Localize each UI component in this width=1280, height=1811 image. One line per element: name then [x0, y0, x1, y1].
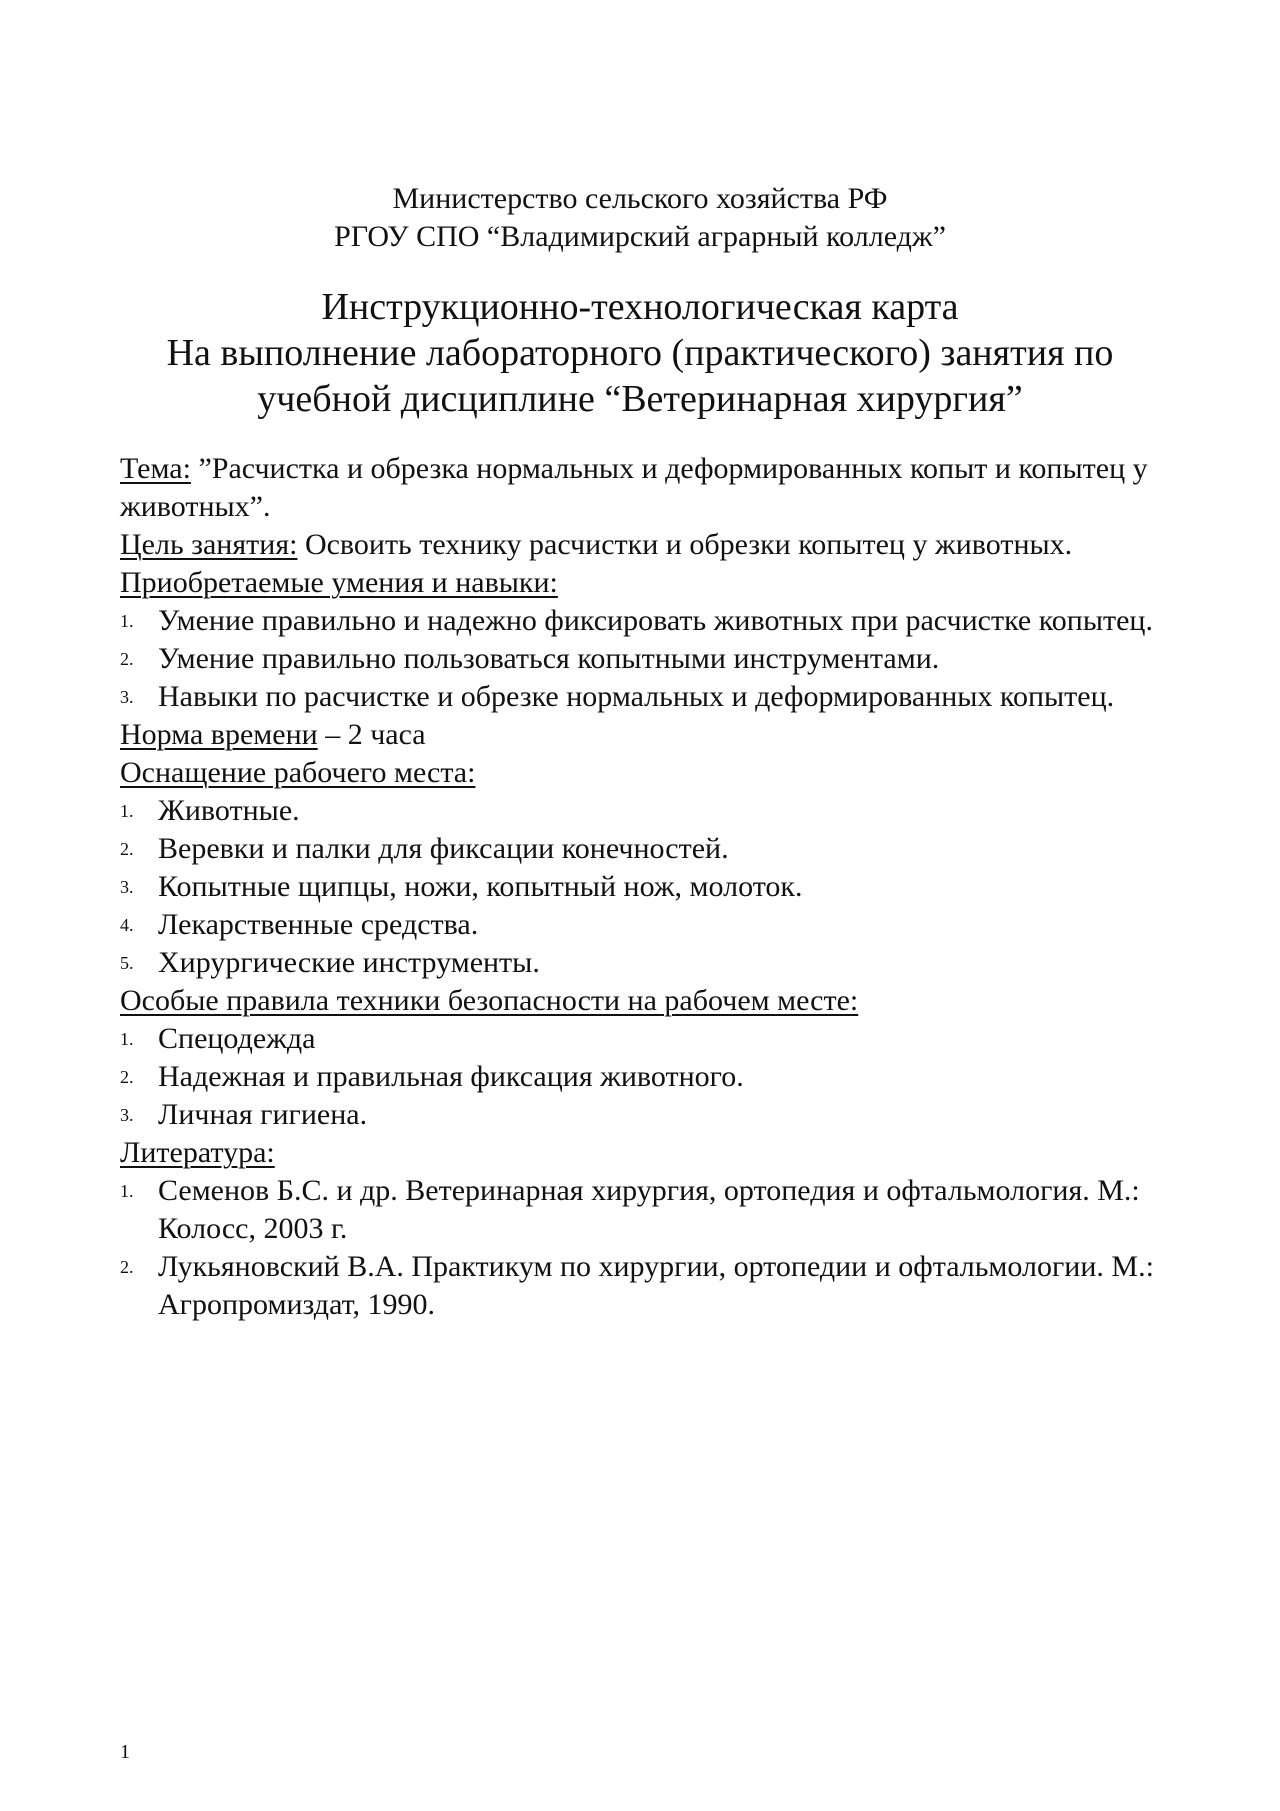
list-text: Спецодежда [158, 1022, 316, 1055]
list-number: 5. [120, 953, 134, 973]
goal-label: Цель занятия: [120, 528, 298, 561]
header [0, 180, 1280, 256]
list-number: 2. [120, 1067, 134, 1087]
title-line-3: учебной дисциплине “Ветеринарная хирургия” [257, 378, 1023, 420]
list-text: Надежная и правильная фиксация животного. [158, 1060, 744, 1093]
goal-text: Освоить технику расчистки и обрезки копытец у животных. [297, 528, 1073, 561]
goal-paragraph [120, 526, 1220, 564]
ministry-line: Министерство сельского хозяйства РФ [392, 182, 888, 215]
title-line-2: На выполнение лабораторного (практического) занятия по [166, 332, 1114, 374]
list-text: Веревки и палки для фиксации конечностей. [158, 832, 729, 865]
list-text: Копытные щипцы, ножи, копытный нож, молоток. [158, 870, 803, 903]
list-item [120, 1096, 1220, 1134]
list-number: 4. [120, 915, 134, 935]
time-norm-label: Норма времени [120, 718, 318, 751]
list-text: Умение правильно пользоваться копытными инструментами. [158, 642, 940, 675]
skills-label: Приобретаемые умения и навыки: [120, 566, 558, 599]
title-line-1: Инструкционно-технологическая карта [321, 286, 959, 328]
list-text: Умение правильно и надежно фиксировать животных при расчистке копытец. [158, 604, 1153, 637]
list-number: 2. [120, 649, 134, 669]
topic-paragraph [120, 450, 1220, 526]
document-body [120, 450, 1220, 1324]
list-text: Лукьяновский В.А. Практикум по хирургии, ортопедии и офтальмологии. М.: Агропромиздат, 1990. [158, 1250, 1154, 1321]
topic-label: Тема: [120, 452, 191, 485]
skills-list [120, 602, 1220, 716]
list-item [120, 792, 1220, 830]
safety-label: Особые правила техники безопасности на рабочем месте: [120, 984, 859, 1017]
literature-heading [120, 1134, 1220, 1172]
list-item [120, 944, 1220, 982]
list-item [120, 640, 1220, 678]
skills-heading [120, 564, 1220, 602]
list-number: 1. [120, 1029, 134, 1049]
list-item [120, 868, 1220, 906]
list-item [120, 602, 1220, 640]
time-norm-paragraph [120, 716, 1220, 754]
list-number: 2. [120, 839, 134, 859]
list-number: 1. [120, 611, 134, 631]
list-text: Хирургические инструменты. [158, 946, 540, 979]
list-text: Личная гигиена. [158, 1098, 368, 1131]
topic-text: ”Расчистка и обрезка нормальных и деформированных копыт и копытец у животных”. [120, 452, 1148, 523]
equipment-list [120, 792, 1220, 982]
document-title [100, 284, 1180, 422]
page-number: 1 [120, 1741, 130, 1763]
college-line: РГОУ СПО “Владимирский аграрный колледж” [334, 220, 946, 253]
list-number: 3. [120, 687, 134, 707]
literature-label: Литература: [120, 1136, 275, 1169]
safety-heading [120, 982, 1220, 1020]
list-item [120, 1020, 1220, 1058]
literature-list [120, 1172, 1220, 1324]
list-item [120, 1172, 1220, 1248]
time-norm-text: – 2 часа [317, 718, 426, 751]
list-item [120, 906, 1220, 944]
list-item [120, 830, 1220, 868]
safety-list [120, 1020, 1220, 1134]
list-number: 2. [120, 1257, 134, 1277]
list-text: Навыки по расчистке и обрезке нормальных и деформированных копытец. [158, 680, 1115, 713]
list-item [120, 1248, 1220, 1324]
list-text: Животные. [158, 794, 300, 827]
list-text: Семенов Б.С. и др. Ветеринарная хирургия, ортопедия и офтальмология. М.: Колосс, 2003 г. [158, 1174, 1140, 1245]
list-number: 3. [120, 1105, 134, 1125]
list-number: 3. [120, 877, 134, 897]
list-item [120, 1058, 1220, 1096]
list-number: 1. [120, 1181, 134, 1201]
list-number: 1. [120, 801, 134, 821]
list-text: Лекарственные средства. [158, 908, 479, 941]
list-item [120, 678, 1220, 716]
equipment-heading [120, 754, 1220, 792]
equipment-label: Оснащение рабочего места: [120, 756, 476, 789]
